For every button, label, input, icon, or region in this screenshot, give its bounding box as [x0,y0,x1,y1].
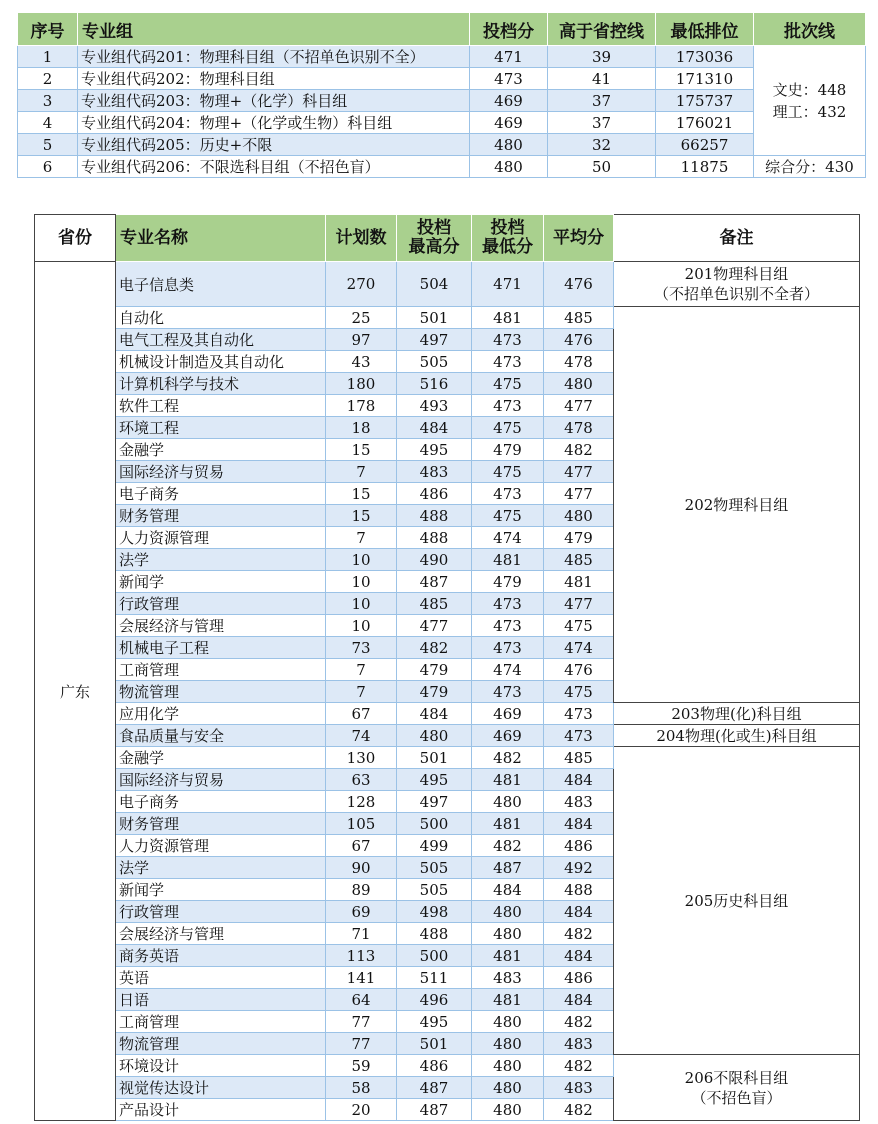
header-max-line1: 投档 [417,218,451,238]
plan-count: 15 [326,505,397,527]
max-score: 496 [397,989,472,1011]
plan-count: 71 [326,923,397,945]
avg-score: 480 [544,373,614,395]
row-score: 480 [470,134,548,156]
avg-score: 484 [544,769,614,791]
max-score: 484 [397,417,472,439]
major-name: 自动化 [116,307,326,329]
row-score: 469 [470,112,548,134]
major-name: 软件工程 [116,395,326,417]
major-name: 国际经济与贸易 [116,461,326,483]
major-row [35,262,860,307]
avg-score: 486 [544,967,614,989]
row-no: 4 [18,112,78,134]
header-plan: 计划数 [326,215,397,262]
major-name: 国际经济与贸易 [116,769,326,791]
major-name: 电子商务 [116,483,326,505]
major-name: 会展经济与管理 [116,615,326,637]
avg-score: 485 [544,549,614,571]
row-rank: 173036 [656,46,754,68]
plan-count: 130 [326,747,397,769]
major-row [35,725,860,747]
header-province: 省份 [35,215,116,262]
plan-count: 64 [326,989,397,1011]
plan-count: 7 [326,527,397,549]
max-score: 486 [397,483,472,505]
plan-count: 77 [326,1011,397,1033]
plan-count: 178 [326,395,397,417]
plan-count: 7 [326,659,397,681]
avg-score: 477 [544,461,614,483]
province-cell: 广东 [35,262,116,1121]
row-group: 专业组代码202：物理科目组 [78,68,470,90]
major-name: 机械电子工程 [116,637,326,659]
min-score: 484 [472,879,544,901]
note-group-204 [614,725,860,747]
min-score: 474 [472,527,544,549]
min-score: 480 [472,791,544,813]
note-text: 203物理(化)科目组 [671,704,802,723]
header-group: 专业组 [78,13,470,46]
summary-row [18,46,866,68]
row-no: 6 [18,156,78,178]
avg-score: 484 [544,901,614,923]
min-score: 481 [472,989,544,1011]
header-no: 序号 [18,13,78,46]
plan-count: 15 [326,439,397,461]
max-score: 490 [397,549,472,571]
min-score: 481 [472,813,544,835]
header-min-score [472,215,544,262]
avg-score: 473 [544,703,614,725]
min-score: 479 [472,439,544,461]
major-name: 法学 [116,857,326,879]
min-score: 475 [472,373,544,395]
plan-count: 10 [326,593,397,615]
min-score: 473 [472,615,544,637]
max-score: 493 [397,395,472,417]
major-name: 物流管理 [116,681,326,703]
avg-score: 483 [544,1077,614,1099]
max-score: 495 [397,769,472,791]
avg-score: 478 [544,351,614,373]
min-score: 480 [472,1011,544,1033]
note-text: 206不限科目组 [684,1068,789,1087]
note-group-206 [614,1055,860,1121]
max-score: 488 [397,527,472,549]
min-score: 481 [472,307,544,329]
row-group: 专业组代码203：物理+（化学）科目组 [78,90,470,112]
plan-count: 7 [326,461,397,483]
row-rank: 171310 [656,68,754,90]
min-score: 473 [472,351,544,373]
plan-count: 97 [326,329,397,351]
header-min-rank: 最低排位 [656,13,754,46]
max-score: 484 [397,703,472,725]
avg-score: 476 [544,659,614,681]
batch-line-cell [754,46,866,156]
major-score-table [34,214,860,1121]
note-group-205 [614,747,860,1055]
plan-count: 67 [326,703,397,725]
min-score: 469 [472,725,544,747]
summary-row [18,112,866,134]
max-score: 486 [397,1055,472,1077]
row-score: 480 [470,156,548,178]
min-score: 473 [472,681,544,703]
row-above: 37 [548,112,656,134]
min-score: 473 [472,329,544,351]
avg-score: 475 [544,681,614,703]
min-score: 481 [472,549,544,571]
major-name: 英语 [116,967,326,989]
max-score: 500 [397,945,472,967]
major-row [35,703,860,725]
avg-score: 486 [544,835,614,857]
plan-count: 59 [326,1055,397,1077]
max-score: 487 [397,1099,472,1121]
plan-count: 73 [326,637,397,659]
avg-score: 476 [544,262,614,307]
max-score: 495 [397,1011,472,1033]
plan-count: 69 [326,901,397,923]
avg-score: 482 [544,1099,614,1121]
max-score: 479 [397,659,472,681]
note-text: （不招色盲） [691,1088,782,1107]
row-no: 3 [18,90,78,112]
major-row [35,1055,860,1077]
min-score: 487 [472,857,544,879]
min-score: 482 [472,835,544,857]
plan-count: 7 [326,681,397,703]
row-group: 专业组代码204：物理+（化学或生物）科目组 [78,112,470,134]
avg-score: 477 [544,593,614,615]
header-above-control: 高于省控线 [548,13,656,46]
avg-score: 475 [544,615,614,637]
row-group: 专业组代码206：不限选科目组（不招色盲） [78,156,470,178]
max-score: 501 [397,747,472,769]
plan-count: 63 [326,769,397,791]
note-text: 202物理科目组 [684,495,789,514]
major-name: 人力资源管理 [116,835,326,857]
header-score: 投档分 [470,13,548,46]
min-score: 474 [472,659,544,681]
min-score: 469 [472,703,544,725]
avg-score: 485 [544,747,614,769]
min-score: 473 [472,593,544,615]
max-score: 477 [397,615,472,637]
row-score: 469 [470,90,548,112]
admission-score-summary-table [17,12,866,178]
major-name: 工商管理 [116,1011,326,1033]
min-score: 473 [472,483,544,505]
major-name: 会展经济与管理 [116,923,326,945]
major-row [35,747,860,769]
major-name: 金融学 [116,747,326,769]
major-name: 应用化学 [116,703,326,725]
min-score: 483 [472,967,544,989]
major-name: 电子商务 [116,791,326,813]
max-score: 516 [397,373,472,395]
major-name: 环境工程 [116,417,326,439]
row-score: 473 [470,68,548,90]
min-score: 480 [472,1055,544,1077]
avg-score: 482 [544,1011,614,1033]
major-name: 环境设计 [116,1055,326,1077]
max-score: 497 [397,791,472,813]
avg-score: 478 [544,417,614,439]
note-group-201 [614,262,860,307]
max-score: 501 [397,1033,472,1055]
min-score: 473 [472,395,544,417]
summary-header-row [18,13,866,46]
major-name: 新闻学 [116,879,326,901]
plan-count: 43 [326,351,397,373]
note-group-203 [614,703,860,725]
plan-count: 10 [326,615,397,637]
min-score: 481 [472,769,544,791]
note-text: （不招单色识别不全者） [653,285,819,303]
min-score: 480 [472,923,544,945]
major-name: 财务管理 [116,813,326,835]
max-score: 497 [397,329,472,351]
row-above: 37 [548,90,656,112]
major-name: 行政管理 [116,593,326,615]
major-name: 工商管理 [116,659,326,681]
major-name: 法学 [116,549,326,571]
max-score: 495 [397,439,472,461]
max-score: 498 [397,901,472,923]
plan-count: 74 [326,725,397,747]
row-rank: 176021 [656,112,754,134]
min-score: 475 [472,505,544,527]
plan-count: 89 [326,879,397,901]
plan-count: 270 [326,262,397,307]
header-min-line2: 最低分 [482,237,533,257]
plan-count: 90 [326,857,397,879]
row-rank: 11875 [656,156,754,178]
major-name: 行政管理 [116,901,326,923]
min-score: 479 [472,571,544,593]
avg-score: 484 [544,813,614,835]
batch-line-zonghe: 综合分：430 [754,156,866,178]
max-score: 479 [397,681,472,703]
avg-score: 483 [544,1033,614,1055]
row-group: 专业组代码201：物理科目组（不招单色识别不全） [78,46,470,68]
plan-count: 20 [326,1099,397,1121]
note-text: 204物理(化或生)科目组 [656,726,817,745]
plan-count: 10 [326,549,397,571]
max-score: 499 [397,835,472,857]
row-above: 50 [548,156,656,178]
plan-count: 10 [326,571,397,593]
major-name: 机械设计制造及其自动化 [116,351,326,373]
max-score: 505 [397,857,472,879]
plan-count: 58 [326,1077,397,1099]
avg-score: 484 [544,945,614,967]
note-group-202 [614,307,860,703]
max-score: 505 [397,879,472,901]
major-name: 金融学 [116,439,326,461]
row-no: 2 [18,68,78,90]
min-score: 475 [472,461,544,483]
avg-score: 481 [544,571,614,593]
major-name: 日语 [116,989,326,1011]
avg-score: 473 [544,725,614,747]
max-score: 500 [397,813,472,835]
avg-score: 479 [544,527,614,549]
plan-count: 15 [326,483,397,505]
plan-count: 77 [326,1033,397,1055]
avg-score: 485 [544,307,614,329]
max-score: 482 [397,637,472,659]
max-score: 504 [397,262,472,307]
max-score: 483 [397,461,472,483]
avg-score: 483 [544,791,614,813]
header-note: 备注 [614,215,860,262]
avg-score: 488 [544,879,614,901]
major-name: 电气工程及其自动化 [116,329,326,351]
avg-score: 482 [544,439,614,461]
header-max-score [397,215,472,262]
summary-row [18,68,866,90]
header-max-line2: 最高分 [408,237,460,257]
row-score: 471 [470,46,548,68]
major-row [35,307,860,329]
row-group: 专业组代码205：历史+不限 [78,134,470,156]
major-table-body [35,262,860,1121]
max-score: 505 [397,351,472,373]
plan-count: 141 [326,967,397,989]
major-name: 视觉传达设计 [116,1077,326,1099]
row-above: 39 [548,46,656,68]
batch-line-wenshi: 文史：448 [772,80,847,99]
major-name: 商务英语 [116,945,326,967]
note-text: 201物理科目组 [684,265,789,283]
summary-row [18,134,866,156]
batch-line-ligong: 理工：432 [772,102,847,121]
plan-count: 180 [326,373,397,395]
plan-count: 18 [326,417,397,439]
major-name: 计算机科学与技术 [116,373,326,395]
avg-score: 477 [544,483,614,505]
min-score: 480 [472,901,544,923]
row-rank: 66257 [656,134,754,156]
min-score: 473 [472,637,544,659]
summary-row [18,156,866,178]
max-score: 511 [397,967,472,989]
avg-score: 482 [544,923,614,945]
max-score: 480 [397,725,472,747]
header-avg: 平均分 [544,215,614,262]
header-batch-line: 批次线 [754,13,866,46]
min-score: 480 [472,1099,544,1121]
avg-score: 484 [544,989,614,1011]
plan-count: 113 [326,945,397,967]
row-no: 5 [18,134,78,156]
row-rank: 175737 [656,90,754,112]
max-score: 488 [397,923,472,945]
max-score: 487 [397,1077,472,1099]
avg-score: 492 [544,857,614,879]
header-min-line1: 投档 [490,218,525,238]
avg-score: 477 [544,395,614,417]
header-major: 专业名称 [116,215,326,262]
major-name: 电子信息类 [116,262,326,307]
row-above: 32 [548,134,656,156]
note-text: 205历史科目组 [684,891,789,910]
summary-row [18,90,866,112]
max-score: 488 [397,505,472,527]
plan-count: 128 [326,791,397,813]
major-name: 物流管理 [116,1033,326,1055]
plan-count: 105 [326,813,397,835]
min-score: 471 [472,262,544,307]
major-name: 新闻学 [116,571,326,593]
max-score: 487 [397,571,472,593]
avg-score: 474 [544,637,614,659]
row-above: 41 [548,68,656,90]
avg-score: 476 [544,329,614,351]
min-score: 482 [472,747,544,769]
plan-count: 67 [326,835,397,857]
min-score: 481 [472,945,544,967]
max-score: 501 [397,307,472,329]
major-name: 人力资源管理 [116,527,326,549]
major-header-row [35,215,860,262]
major-name: 产品设计 [116,1099,326,1121]
major-name: 财务管理 [116,505,326,527]
avg-score: 482 [544,1055,614,1077]
min-score: 480 [472,1077,544,1099]
max-score: 485 [397,593,472,615]
min-score: 475 [472,417,544,439]
avg-score: 480 [544,505,614,527]
row-no: 1 [18,46,78,68]
plan-count: 25 [326,307,397,329]
major-name: 食品质量与安全 [116,725,326,747]
min-score: 480 [472,1033,544,1055]
